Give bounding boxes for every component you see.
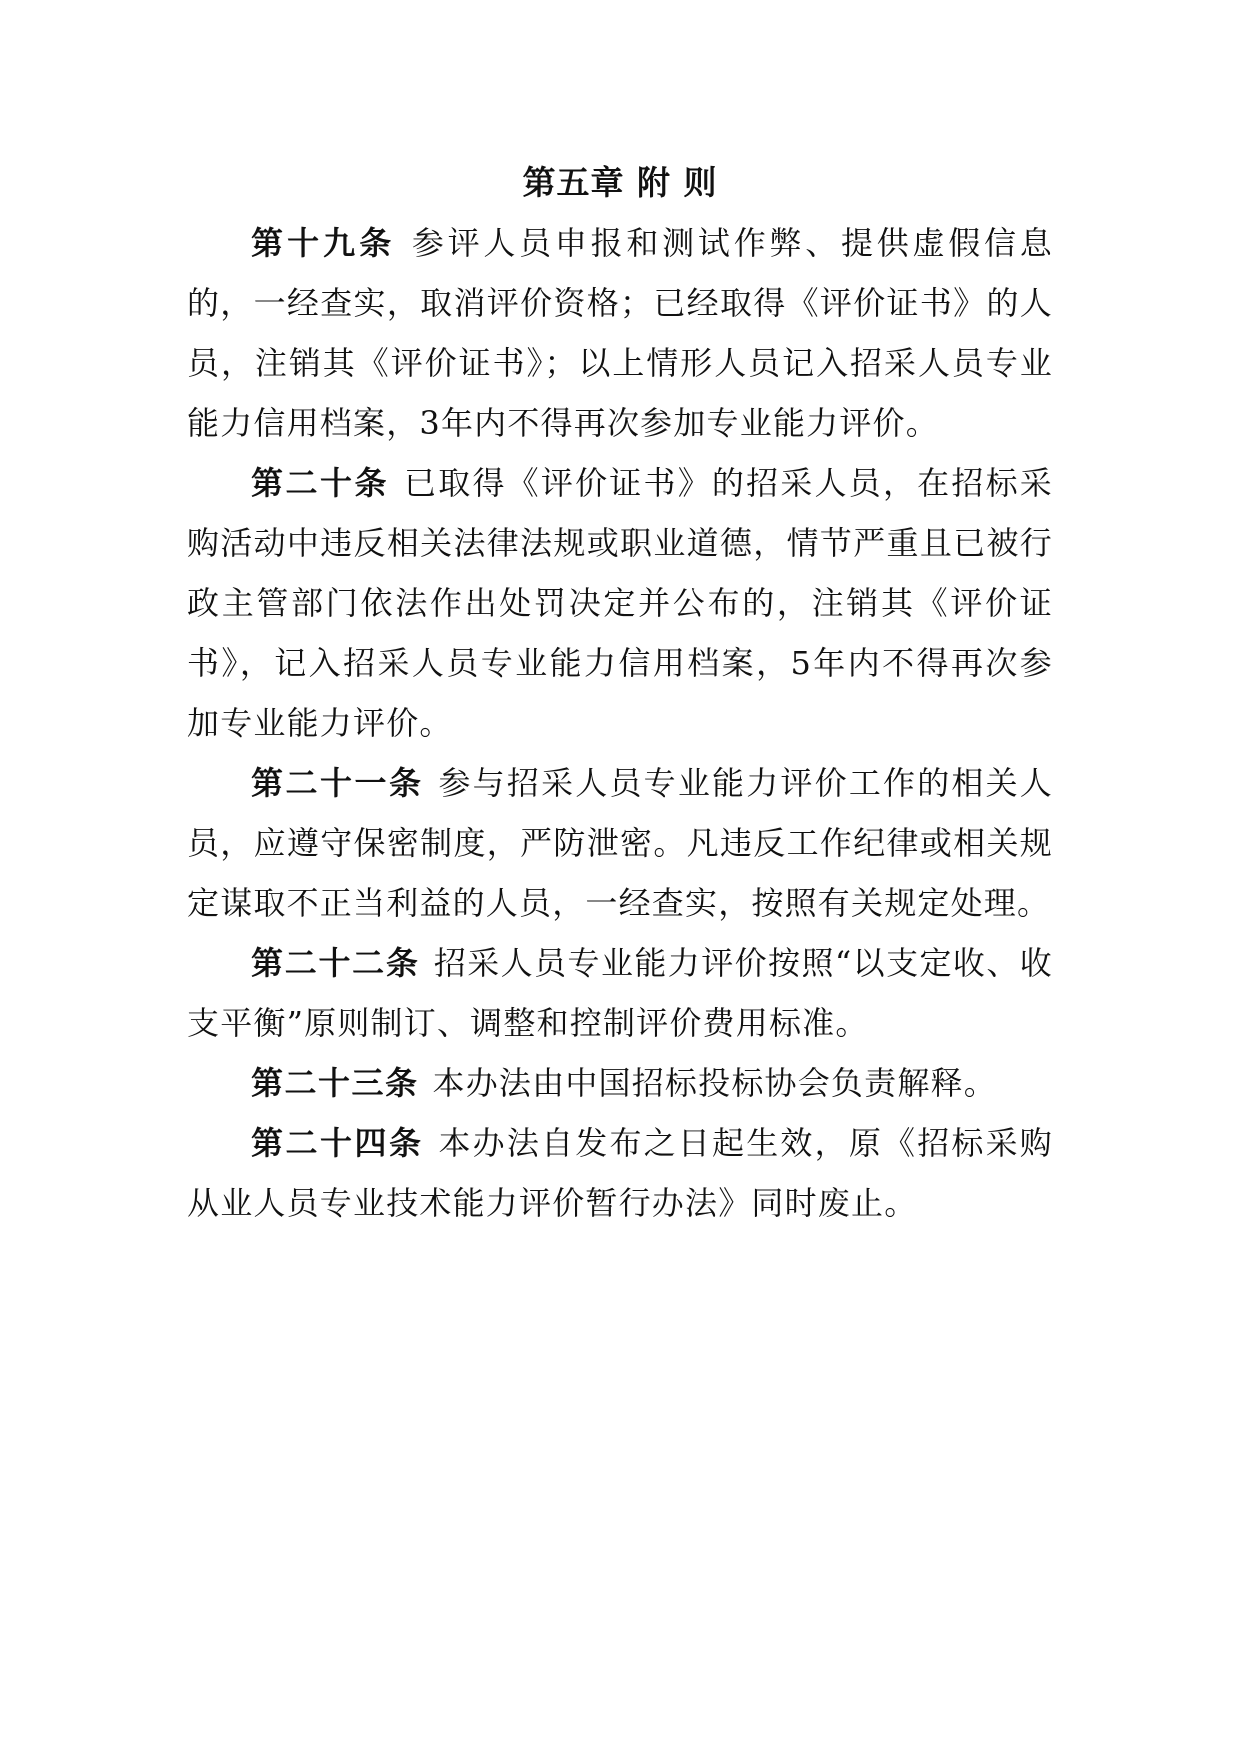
- article-number: 第二十二条: [251, 944, 420, 982]
- article-number: 第二十条: [251, 464, 390, 502]
- article-21: [187, 753, 1053, 933]
- article-text: 本办法自发布之日起生效，原《招标采购从业人员专业技术能力评价暂行办法》同时废止。: [187, 1124, 1053, 1222]
- article-23: [187, 1053, 1053, 1113]
- article-text: 已取得《评价证书》的招采人员，在招标采购活动中违反相关法律法规或职业道德，情节严重且已被行政主管部门依法作出处罚决定并公布的，注销其《评价证书》，记入招采人员专业能力信用档案，5年内不得再次参加专业能力评价。: [187, 464, 1053, 742]
- article-text: 本办法由中国招标投标协会负责解释。: [432, 1064, 997, 1102]
- article-number: 第二十四条: [251, 1124, 424, 1162]
- article-number: 第二十一条: [251, 764, 424, 802]
- article-text: 招采人员专业能力评价按照“以支定收、收支平衡”原则制订、调整和控制评价费用标准。: [187, 944, 1053, 1042]
- article-number: 第二十三条: [251, 1064, 419, 1102]
- article-20: [187, 453, 1053, 753]
- article-22: [187, 933, 1053, 1053]
- article-number: 第十九条: [251, 224, 396, 262]
- article-text: 参评人员申报和测试作弊、提供虚假信息的，一经查实，取消评价资格；已经取得《评价证书》的人员，注销其《评价证书》；以上情形人员记入招采人员专业能力信用档案，3年内不得再次参加专业能力评价。: [187, 224, 1053, 442]
- article-24: [187, 1113, 1053, 1233]
- article-19: [187, 213, 1053, 453]
- chapter-title: 第五章 附 则: [522, 163, 718, 202]
- article-list: [187, 213, 1053, 1233]
- article-text: 参与招采人员专业能力评价工作的相关人员，应遵守保密制度，严防泄密。凡违反工作纪律或相关规定谋取不正当利益的人员，一经查实，按照有关规定处理。: [187, 764, 1053, 922]
